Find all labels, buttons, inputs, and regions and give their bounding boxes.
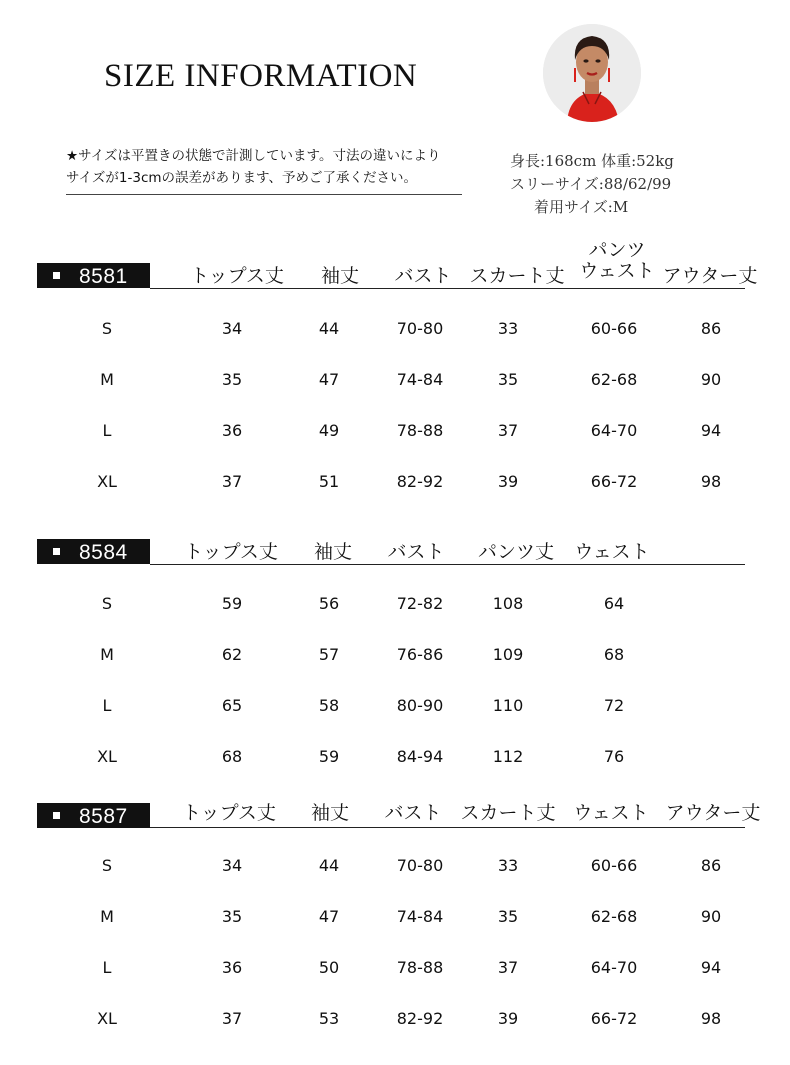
page-title: SIZE INFORMATION: [104, 58, 418, 94]
col-header-skirt-length: スカート丈: [460, 802, 556, 824]
table-cell: 36: [221, 421, 243, 440]
table-cell: 51: [318, 472, 340, 491]
col-header-bust: バスト: [394, 265, 452, 287]
table-cell: 58: [318, 696, 340, 715]
table-cell: 47: [318, 370, 340, 389]
table-cell: 60-66: [590, 319, 638, 338]
table-cell: 44: [318, 856, 340, 875]
table-cell: 98: [700, 472, 722, 491]
measurement-note: [66, 145, 486, 189]
table-cell: 110: [492, 696, 524, 715]
table-cell: 82-92: [396, 1009, 444, 1028]
product-code-tag: [37, 539, 150, 564]
table-cell: 65: [221, 696, 243, 715]
col-header-pants-waist-line2: ウェスト: [579, 260, 655, 282]
model-three-sizes: スリーサイズ:88/62/99: [510, 175, 672, 193]
col-header-bust: バスト: [387, 541, 445, 563]
note-underline: [66, 194, 462, 195]
table-cell: 39: [497, 472, 519, 491]
size-label: L: [102, 958, 112, 977]
size-label: XL: [97, 747, 117, 766]
col-header-tops-length: トップス丈: [182, 802, 276, 824]
table-cell: 94: [700, 421, 722, 440]
col-header-pants-length: パンツ丈: [477, 541, 555, 563]
bullet-square-icon: [53, 812, 60, 819]
note-line-2: サイズが1-3cmの誤差があります、予めご了承ください。: [66, 170, 417, 186]
table-cell: 82-92: [396, 472, 444, 491]
col-header-waist: ウェスト: [573, 802, 649, 824]
table-cell: 66-72: [590, 1009, 638, 1028]
table-cell: 86: [700, 319, 722, 338]
size-label: XL: [97, 472, 117, 491]
table-cell: 62-68: [590, 370, 638, 389]
table-cell: 90: [700, 907, 722, 926]
model-info: [510, 150, 674, 219]
size-label: L: [102, 696, 112, 715]
table-cell: 60-66: [590, 856, 638, 875]
table-cell: 70-80: [396, 319, 444, 338]
model-photo-image: [543, 24, 641, 122]
size-label: M: [100, 907, 114, 926]
col-header-waist: ウェスト: [574, 541, 650, 563]
table-cell: 35: [497, 370, 519, 389]
table-cell: 86: [700, 856, 722, 875]
table-cell: 37: [221, 1009, 243, 1028]
table-cell: 76-86: [396, 645, 444, 664]
table-cell: 112: [492, 747, 524, 766]
table-cell: 62-68: [590, 907, 638, 926]
table-header-rule: [150, 564, 745, 565]
col-header-pants-waist: [579, 240, 654, 282]
table-cell: 84-94: [396, 747, 444, 766]
size-label: M: [100, 645, 114, 664]
col-header-pants-waist-line1: パンツ: [588, 239, 646, 261]
table-cell: 59: [318, 747, 340, 766]
table-cell: 35: [221, 370, 243, 389]
col-header-bust: バスト: [384, 802, 442, 824]
table-cell: 98: [700, 1009, 722, 1028]
table-cell: 72-82: [396, 594, 444, 613]
col-header-sleeve-length: 袖丈: [310, 802, 350, 824]
table-cell: 64-70: [590, 958, 638, 977]
bullet-square-icon: [53, 272, 60, 279]
table-cell: 68: [603, 645, 625, 664]
table-cell: 36: [221, 958, 243, 977]
table-cell: 64-70: [590, 421, 638, 440]
size-label: S: [101, 856, 113, 875]
product-code: 8581: [79, 265, 128, 288]
table-cell: 57: [318, 645, 340, 664]
size-label: S: [101, 594, 113, 613]
table-cell: 56: [318, 594, 340, 613]
note-line-1: ★サイズは平置きの状態で計測しています。寸法の違いにより: [66, 148, 441, 164]
table-cell: 33: [497, 856, 519, 875]
table-cell: 76: [603, 747, 625, 766]
col-header-tops-length: トップス丈: [184, 541, 278, 563]
table-cell: 47: [318, 907, 340, 926]
table-cell: 108: [492, 594, 524, 613]
col-header-skirt-length: スカート丈: [469, 265, 565, 287]
table-cell: 68: [221, 747, 243, 766]
table-cell: 37: [497, 421, 519, 440]
model-height-weight: 身長:168cm 体重:52kg: [510, 152, 674, 170]
col-header-outer-length: アウター丈: [665, 802, 761, 824]
table-cell: 34: [221, 856, 243, 875]
product-code: 8587: [79, 805, 128, 828]
table-cell: 62: [221, 645, 243, 664]
col-header-sleeve-length: 袖丈: [320, 265, 360, 287]
model-worn-size: 着用サイズ:M: [534, 198, 629, 216]
table-cell: 59: [221, 594, 243, 613]
table-cell: 109: [492, 645, 524, 664]
table-cell: 39: [497, 1009, 519, 1028]
table-cell: 53: [318, 1009, 340, 1028]
table-cell: 70-80: [396, 856, 444, 875]
table-cell: 78-88: [396, 958, 444, 977]
size-label: L: [102, 421, 112, 440]
table-cell: 72: [603, 696, 625, 715]
size-label: XL: [97, 1009, 117, 1028]
col-header-outer-length: アウター丈: [662, 265, 758, 287]
table-cell: 37: [497, 958, 519, 977]
table-cell: 49: [318, 421, 340, 440]
size-label: S: [101, 319, 113, 338]
size-label: M: [100, 370, 114, 389]
table-cell: 34: [221, 319, 243, 338]
model-photo: [543, 24, 641, 122]
table-header-rule: [150, 827, 745, 828]
table-cell: 74-84: [396, 907, 444, 926]
table-cell: 90: [700, 370, 722, 389]
table-cell: 78-88: [396, 421, 444, 440]
col-header-tops-length: トップス丈: [190, 265, 284, 287]
bullet-square-icon: [53, 548, 60, 555]
table-cell: 74-84: [396, 370, 444, 389]
col-header-sleeve-length: 袖丈: [313, 541, 353, 563]
table-cell: 37: [221, 472, 243, 491]
table-cell: 35: [497, 907, 519, 926]
product-code: 8584: [79, 541, 128, 564]
table-cell: 94: [700, 958, 722, 977]
table-cell: 64: [603, 594, 625, 613]
table-header-rule: [150, 288, 745, 289]
table-cell: 80-90: [396, 696, 444, 715]
table-cell: 35: [221, 907, 243, 926]
table-cell: 66-72: [590, 472, 638, 491]
table-cell: 50: [318, 958, 340, 977]
product-code-tag: [37, 803, 150, 828]
product-code-tag: [37, 263, 150, 288]
table-cell: 33: [497, 319, 519, 338]
table-cell: 44: [318, 319, 340, 338]
